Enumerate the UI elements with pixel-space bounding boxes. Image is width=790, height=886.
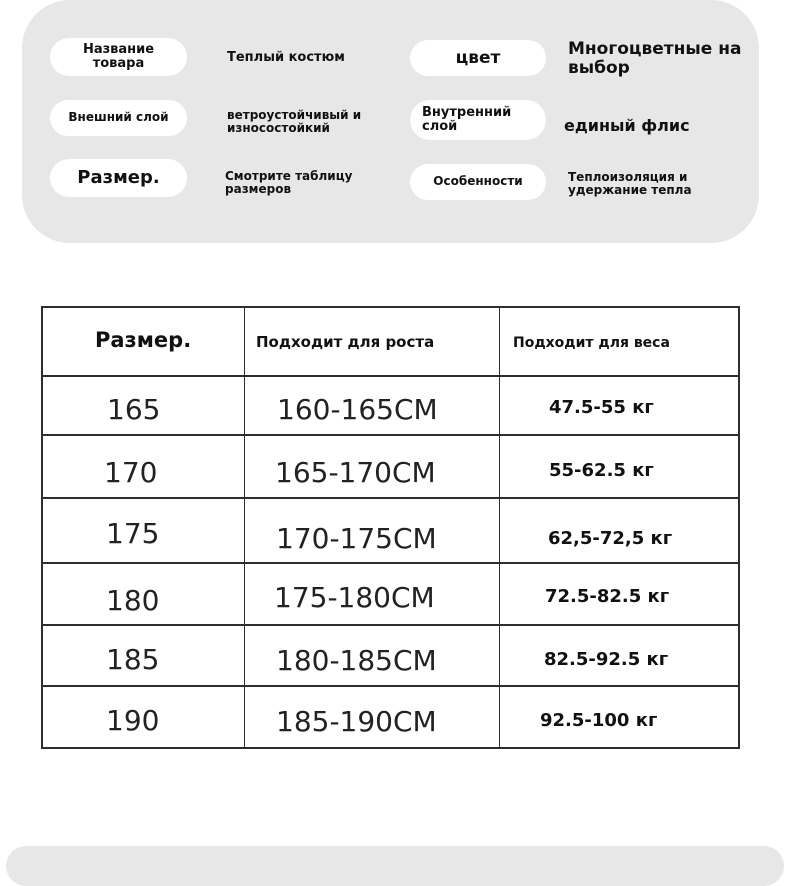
table-cell-size: 185: [106, 643, 160, 676]
table-cell-size: 165: [107, 393, 161, 426]
product-name-label: Название товара: [50, 38, 187, 76]
table-cell-size: 180: [106, 584, 160, 617]
row-divider: [43, 497, 738, 499]
table-cell-height: 180-185CM: [276, 644, 437, 677]
bottom-panel: [6, 846, 784, 886]
table-cell-weight: 47.5-55 кг: [549, 397, 654, 418]
outer-layer-label: Внешний слой: [50, 100, 187, 136]
row-divider: [43, 434, 738, 436]
outer-layer-value: ветроустойчивый и износостойкий: [227, 108, 362, 136]
table-cell-weight: 72.5-82.5 кг: [545, 586, 670, 607]
color-value: Многоцветные на выбор: [568, 39, 742, 78]
inner-layer-value: единый флис: [564, 116, 690, 135]
table-header-weight: Подходит для веса: [513, 335, 670, 351]
row-divider: [43, 624, 738, 626]
table-cell-height: 185-190CM: [276, 705, 437, 738]
table-header-size: Размер.: [95, 328, 192, 352]
table-header-height: Подходит для роста: [256, 333, 435, 351]
table-cell-height: 165-170CM: [275, 456, 436, 489]
table-cell-size: 170: [104, 456, 158, 489]
features-label: Особенности: [410, 164, 546, 200]
product-name-value: Теплый костюм: [227, 50, 345, 65]
color-label: цвет: [410, 40, 546, 76]
table-cell-height: 160-165CM: [277, 393, 438, 426]
product-info-panel: [22, 0, 759, 243]
column-divider: [244, 308, 245, 747]
table-cell-weight: 82.5-92.5 кг: [544, 649, 669, 670]
table-cell-size: 175: [106, 517, 160, 550]
size-label: Размер.: [50, 159, 187, 197]
size-table: [41, 306, 740, 749]
row-divider: [43, 375, 738, 377]
table-cell-height: 175-180CM: [274, 581, 435, 614]
table-cell-size: 190: [106, 704, 160, 737]
table-cell-weight: 92.5-100 кг: [540, 710, 658, 731]
features-value: Теплоизоляция и удержание тепла: [568, 170, 692, 198]
row-divider: [43, 685, 738, 687]
column-divider: [499, 308, 500, 747]
table-cell-weight: 62,5-72,5 кг: [548, 528, 673, 549]
row-divider: [43, 562, 738, 564]
table-cell-height: 170-175CM: [276, 522, 437, 555]
inner-layer-label: Внутренний слой: [410, 100, 546, 140]
table-cell-weight: 55-62.5 кг: [549, 460, 654, 481]
size-value: Смотрите таблицу размеров: [225, 169, 353, 197]
